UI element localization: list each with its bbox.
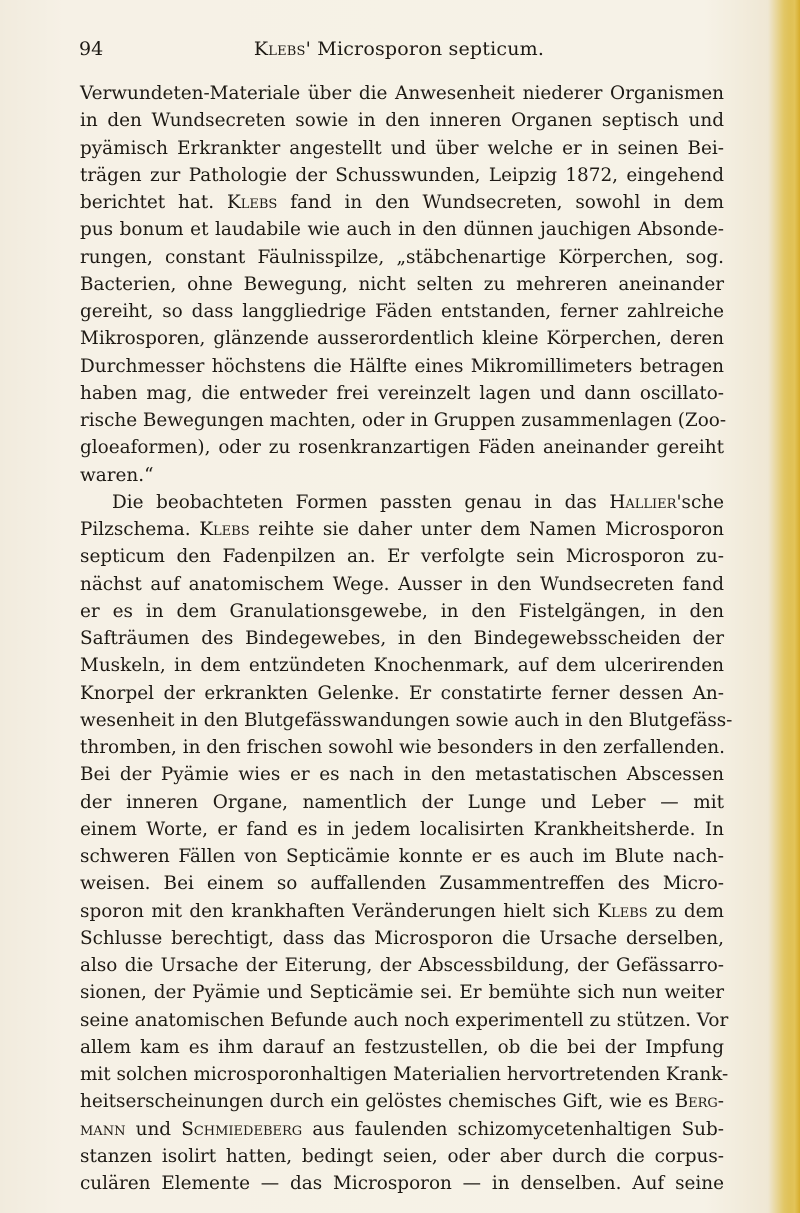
text-line: heitserscheinungen durch ein gelöstes chemisches Gift, wie es Berg- (80, 1091, 724, 1113)
text-line: allem kam es ihm darauf an festzustellen, ob die bei der Impfung (80, 1036, 724, 1058)
text-line: Safträumen des Bindegewebes, in den Bindegewebsscheiden der (80, 628, 724, 649)
page-edge-discoloration (788, 0, 800, 1213)
text-line: also die Ursache der Eiterung, der Abscessbildung, der Gefässarro- (80, 955, 724, 976)
text-line: wesenheit in den Blutgefässwandungen sowie auch in den Blutgefäss- (80, 709, 733, 731)
text-line: Durchmesser höchstens die Hälfte eines Mikromillimeters betragen (80, 355, 724, 377)
text-line: Knorpel der erkrankten Gelenke. Er constatirte ferner dessen An- (80, 682, 724, 704)
text-line: Muskeln, in dem entzündeten Knochenmark, auf dem ulcerirenden (80, 655, 724, 677)
text-line: Die beobachteten Formen passten genau in das Hallier'sche (112, 491, 724, 513)
text-line: thromben, in den frischen sowohl wie besonders in den zerfallenden. (80, 737, 725, 758)
text-line: schweren Fällen von Septicämie konnte er es auch im Blute nach- (80, 846, 724, 867)
text-line: septicum den Fadenpilzen an. Er verfolgte sein Microsporon zu- (80, 546, 724, 568)
text-line: rische Bewegungen machten, oder in Gruppen zusammenlagen (Zoo- (80, 410, 727, 431)
text-line: Pilzschema. Klebs reihte sie daher unter dem Namen Microsporon (80, 519, 725, 540)
text-line: weisen. Bei einem so auffallenden Zusammentreffen des Micro- (80, 873, 724, 895)
text-line: sionen, der Pyämie und Septicämie sei. Er bemühte sich nun weiter (80, 982, 724, 1004)
text-line: waren.“ (80, 464, 154, 486)
text-line: er es in dem Granulationsgewebe, in den Fistelgängen, in den (80, 600, 724, 622)
text-line: in den Wundsecreten sowie in den inneren Organen septisch und (80, 110, 724, 132)
text-line: gereiht, so dass langgliedrige Fäden entstanden, ferner zahlreiche (80, 301, 724, 322)
text-line: pus bonum et laudabile wie auch in den dünnen jauchigen Absonde- (80, 219, 724, 241)
text-line: nächst auf anatomischem Wege. Ausser in den Wundsecreten fand (80, 573, 724, 595)
text-line: Bei der Pyämie wies er es nach in den metastatischen Abscessen (80, 764, 724, 786)
text-line: culären Elemente — das Microsporon — in denselben. Auf seine (80, 1173, 724, 1194)
text-line: der inneren Organe, namentlich der Lunge und Leber — mit (80, 791, 724, 813)
text-line: berichtet hat. Klebs fand in den Wundsecreten, sowohl in dem (80, 192, 725, 213)
running-title: Klebs' Microsporon septicum. (253, 38, 545, 60)
text-line: gloeaformen), oder zu rosenkranzartigen Fäden aneinander gereiht (80, 437, 724, 459)
text-line: mann und Schmiedeberg aus faulenden schizomycetenhaltigen Sub- (80, 1118, 724, 1140)
text-line: stanzen isolirt hatten, bedingt seien, oder aber durch die corpus- (80, 1145, 724, 1167)
text-line: einem Worte, er fand es in jedem localisirten Krankheitsherde. In (80, 818, 724, 840)
running-header (79, 38, 719, 64)
text-line: trägen zur Pathologie der Schusswunden, Leipzig 1872, eingehend (80, 164, 724, 186)
text-line: sporon mit den krankhaften Veränderungen hielt sich Klebs zu dem (80, 900, 724, 922)
text-line: haben mag, die entweder frei vereinzelt lagen und dann oscillato- (80, 382, 724, 404)
text-line: pyämisch Erkrankter angestellt und über welche er in seinen Bei- (80, 137, 724, 159)
page-number: 94 (79, 38, 104, 60)
body-text (80, 80, 733, 1197)
text-line: Verwundeten-Materiale über die Anwesenheit niederer Organismen (80, 83, 724, 104)
text-line: Schlusse berechtigt, dass das Microsporon die Ursache derselben, (80, 927, 724, 949)
text-line: Bacterien, ohne Bewegung, nicht selten zu mehreren aneinander (80, 273, 724, 295)
text-line: rungen, constant Fäulnisspilze, „stäbchenartige Körperchen, sog. (80, 246, 724, 268)
text-line: Mikrosporen, glänzende ausserordentlich kleine Körperchen, deren (80, 328, 724, 350)
text-line: seine anatomischen Befunde auch noch experimentell zu stützen. Vor (80, 1009, 729, 1031)
text-line: mit solchen microsporonhaltigen Materialien hervortretenden Krank- (80, 1064, 729, 1085)
